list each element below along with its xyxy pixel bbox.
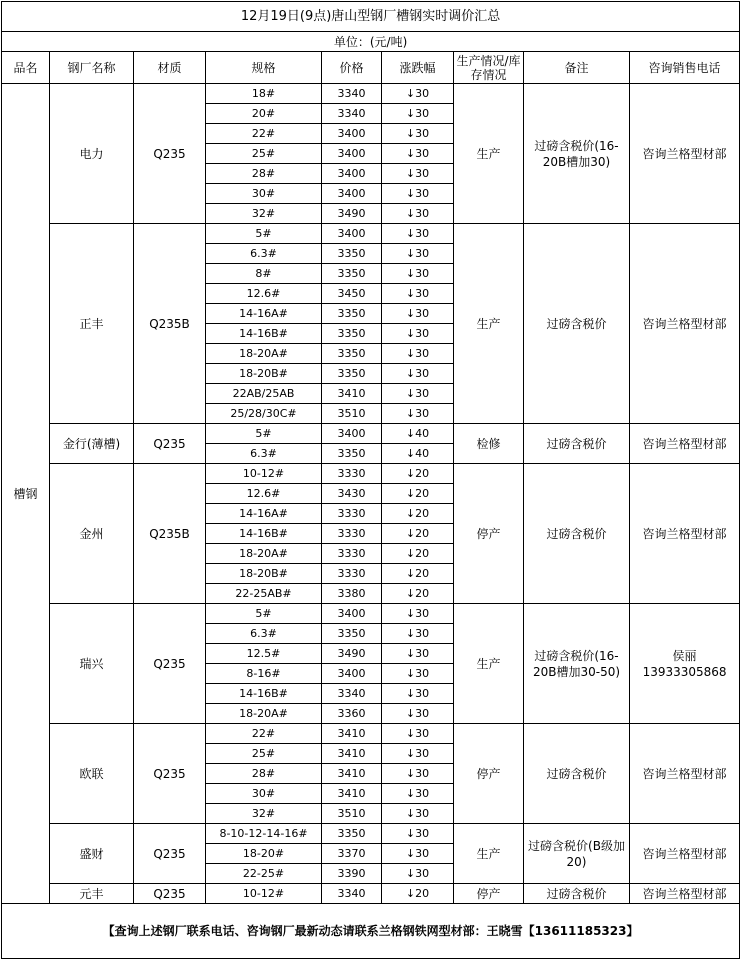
spec-cell: 22-25# — [206, 864, 322, 884]
spec-cell: 18-20A# — [206, 544, 322, 564]
change-cell: ↓20 — [382, 884, 454, 904]
change-cell: ↓30 — [382, 604, 454, 624]
change-cell: ↓30 — [382, 804, 454, 824]
table-row — [2, 464, 740, 484]
material-cell: Q235 — [134, 824, 206, 884]
change-cell: ↓40 — [382, 424, 454, 444]
price-cell: 3350 — [322, 304, 382, 324]
contact-cell: 咨询兰格型材部 — [630, 824, 740, 884]
contact-cell: 咨询兰格型材部 — [630, 884, 740, 904]
change-cell: ↓30 — [382, 324, 454, 344]
change-cell: ↓30 — [382, 84, 454, 104]
spec-cell: 8-10-12-14-16# — [206, 824, 322, 844]
mill-name-cell: 金州 — [50, 464, 134, 604]
header-contact: 咨询销售电话 — [630, 52, 740, 84]
status-cell: 生产 — [454, 224, 524, 424]
material-cell: Q235 — [134, 884, 206, 904]
change-cell: ↓20 — [382, 544, 454, 564]
price-cell: 3490 — [322, 644, 382, 664]
header-status: 生产情况/库存情况 — [454, 52, 524, 84]
note-cell: 过磅含税价(16-20B槽加30-50) — [524, 604, 630, 724]
header-product: 品名 — [2, 52, 50, 84]
status-cell: 检修 — [454, 424, 524, 464]
spec-cell: 14-16B# — [206, 684, 322, 704]
price-cell: 3490 — [322, 204, 382, 224]
price-cell: 3330 — [322, 464, 382, 484]
note-cell: 过磅含税价 — [524, 464, 630, 604]
material-cell: Q235 — [134, 424, 206, 464]
spec-cell: 18# — [206, 84, 322, 104]
price-cell: 3350 — [322, 444, 382, 464]
mill-name-cell: 欧联 — [50, 724, 134, 824]
price-cell: 3400 — [322, 604, 382, 624]
header-note: 备注 — [524, 52, 630, 84]
spec-cell: 18-20B# — [206, 364, 322, 384]
contact-cell: 咨询兰格型材部 — [630, 224, 740, 424]
spec-cell: 25# — [206, 744, 322, 764]
mill-name-cell: 元丰 — [50, 884, 134, 904]
table-row — [2, 724, 740, 744]
price-cell: 3400 — [322, 144, 382, 164]
price-cell: 3340 — [322, 104, 382, 124]
change-cell: ↓30 — [382, 144, 454, 164]
change-cell: ↓30 — [382, 824, 454, 844]
price-cell: 3330 — [322, 524, 382, 544]
change-cell: ↓20 — [382, 484, 454, 504]
spec-cell: 22# — [206, 724, 322, 744]
price-cell: 3390 — [322, 864, 382, 884]
header-price: 价格 — [322, 52, 382, 84]
change-cell: ↓20 — [382, 504, 454, 524]
material-cell: Q235 — [134, 84, 206, 224]
change-cell: ↓30 — [382, 184, 454, 204]
price-cell: 3450 — [322, 284, 382, 304]
spec-cell: 28# — [206, 164, 322, 184]
table-row — [2, 224, 740, 244]
mill-name-cell: 金行(薄槽) — [50, 424, 134, 464]
spec-cell: 32# — [206, 204, 322, 224]
footer-contact-note: 【查询上述钢厂联系电话、咨询钢厂最新动态请联系兰格钢铁网型材部：王晓雪【13611185323】 — [2, 904, 740, 959]
material-cell: Q235B — [134, 224, 206, 424]
change-cell: ↓30 — [382, 684, 454, 704]
change-cell: ↓40 — [382, 444, 454, 464]
price-cell: 3410 — [322, 764, 382, 784]
price-cell: 3350 — [322, 344, 382, 364]
change-cell: ↓30 — [382, 264, 454, 284]
spec-cell: 20# — [206, 104, 322, 124]
spec-cell: 14-16B# — [206, 524, 322, 544]
table-row — [2, 424, 740, 444]
change-cell: ↓30 — [382, 644, 454, 664]
spec-cell: 22-25AB# — [206, 584, 322, 604]
note-cell: 过磅含税价 — [524, 884, 630, 904]
spec-cell: 22AB/25AB — [206, 384, 322, 404]
status-cell: 生产 — [454, 604, 524, 724]
note-cell: 过磅含税价 — [524, 424, 630, 464]
spec-cell: 5# — [206, 604, 322, 624]
spec-cell: 5# — [206, 224, 322, 244]
spec-cell: 10-12# — [206, 884, 322, 904]
price-cell: 3340 — [322, 84, 382, 104]
change-cell: ↓30 — [382, 624, 454, 644]
price-cell: 3330 — [322, 564, 382, 584]
spec-cell: 8# — [206, 264, 322, 284]
contact-cell: 侯丽13933305868 — [630, 604, 740, 724]
price-cell: 3340 — [322, 884, 382, 904]
change-cell: ↓30 — [382, 844, 454, 864]
table-row — [2, 84, 740, 104]
change-cell: ↓30 — [382, 864, 454, 884]
spec-cell: 14-16A# — [206, 504, 322, 524]
price-cell: 3400 — [322, 184, 382, 204]
spec-cell: 18-20A# — [206, 704, 322, 724]
mill-name-cell: 盛财 — [50, 824, 134, 884]
spec-cell: 6.3# — [206, 444, 322, 464]
spec-cell: 6.3# — [206, 244, 322, 264]
table-row — [2, 604, 740, 624]
note-cell: 过磅含税价 — [524, 224, 630, 424]
change-cell: ↓30 — [382, 204, 454, 224]
status-cell: 生产 — [454, 824, 524, 884]
spec-cell: 6.3# — [206, 624, 322, 644]
mill-name-cell: 正丰 — [50, 224, 134, 424]
unit-label: 单位：(元/吨) — [2, 32, 740, 52]
price-cell: 3350 — [322, 244, 382, 264]
spec-cell: 30# — [206, 784, 322, 804]
footer-row — [2, 904, 740, 959]
mill-name-cell: 瑞兴 — [50, 604, 134, 724]
change-cell: ↓20 — [382, 584, 454, 604]
price-cell: 3400 — [322, 124, 382, 144]
note-cell: 过磅含税价(B级加20) — [524, 824, 630, 884]
price-cell: 3400 — [322, 664, 382, 684]
material-cell: Q235B — [134, 464, 206, 604]
price-cell: 3510 — [322, 804, 382, 824]
table-row — [2, 884, 740, 904]
price-cell: 3350 — [322, 264, 382, 284]
change-cell: ↓30 — [382, 284, 454, 304]
note-cell: 过磅含税价(16-20B槽加30) — [524, 84, 630, 224]
change-cell: ↓30 — [382, 164, 454, 184]
change-cell: ↓30 — [382, 224, 454, 244]
price-cell: 3400 — [322, 424, 382, 444]
price-cell: 3410 — [322, 384, 382, 404]
spec-cell: 5# — [206, 424, 322, 444]
table-row — [2, 824, 740, 844]
header-material: 材质 — [134, 52, 206, 84]
spec-cell: 18-20B# — [206, 564, 322, 584]
note-cell: 过磅含税价 — [524, 724, 630, 824]
price-cell: 3400 — [322, 224, 382, 244]
spec-cell: 28# — [206, 764, 322, 784]
spec-cell: 14-16B# — [206, 324, 322, 344]
change-cell: ↓30 — [382, 784, 454, 804]
material-cell: Q235 — [134, 604, 206, 724]
change-cell: ↓20 — [382, 564, 454, 584]
price-cell: 3350 — [322, 824, 382, 844]
price-cell: 3340 — [322, 684, 382, 704]
price-cell: 3330 — [322, 504, 382, 524]
spec-cell: 12.6# — [206, 284, 322, 304]
contact-cell: 咨询兰格型材部 — [630, 84, 740, 224]
spec-cell: 18-20A# — [206, 344, 322, 364]
spec-cell: 18-20# — [206, 844, 322, 864]
price-cell: 3350 — [322, 624, 382, 644]
spec-cell: 25# — [206, 144, 322, 164]
mill-name-cell: 电力 — [50, 84, 134, 224]
header-mill-name: 钢厂名称 — [50, 52, 134, 84]
header-change: 涨跌幅 — [382, 52, 454, 84]
status-cell: 停产 — [454, 884, 524, 904]
change-cell: ↓30 — [382, 384, 454, 404]
price-cell: 3410 — [322, 744, 382, 764]
change-cell: ↓30 — [382, 124, 454, 144]
spec-cell: 12.6# — [206, 484, 322, 504]
price-cell: 3430 — [322, 484, 382, 504]
spec-cell: 12.5# — [206, 644, 322, 664]
page-title: 12月19日(9点)唐山型钢厂槽钢实时调价汇总 — [2, 2, 740, 32]
change-cell: ↓30 — [382, 364, 454, 384]
price-cell: 3360 — [322, 704, 382, 724]
spec-cell: 22# — [206, 124, 322, 144]
spec-cell: 8-16# — [206, 664, 322, 684]
price-cell: 3510 — [322, 404, 382, 424]
change-cell: ↓30 — [382, 764, 454, 784]
change-cell: ↓30 — [382, 744, 454, 764]
status-cell: 停产 — [454, 464, 524, 604]
price-cell: 3410 — [322, 724, 382, 744]
change-cell: ↓30 — [382, 664, 454, 684]
price-cell: 3410 — [322, 784, 382, 804]
price-cell: 3350 — [322, 324, 382, 344]
change-cell: ↓30 — [382, 104, 454, 124]
change-cell: ↓30 — [382, 704, 454, 724]
status-cell: 生产 — [454, 84, 524, 224]
spec-cell: 30# — [206, 184, 322, 204]
price-cell: 3350 — [322, 364, 382, 384]
price-cell: 3400 — [322, 164, 382, 184]
contact-cell: 咨询兰格型材部 — [630, 724, 740, 824]
change-cell: ↓20 — [382, 524, 454, 544]
price-summary-table — [1, 1, 740, 959]
change-cell: ↓30 — [382, 724, 454, 744]
spec-cell: 25/28/30C# — [206, 404, 322, 424]
change-cell: ↓30 — [382, 404, 454, 424]
header-spec: 规格 — [206, 52, 322, 84]
status-cell: 停产 — [454, 724, 524, 824]
material-cell: Q235 — [134, 724, 206, 824]
spec-cell: 14-16A# — [206, 304, 322, 324]
spec-cell: 32# — [206, 804, 322, 824]
change-cell: ↓30 — [382, 244, 454, 264]
change-cell: ↓30 — [382, 344, 454, 364]
contact-cell: 咨询兰格型材部 — [630, 424, 740, 464]
product-name-cell: 槽钢 — [2, 84, 50, 904]
price-cell: 3370 — [322, 844, 382, 864]
spec-cell: 10-12# — [206, 464, 322, 484]
change-cell: ↓20 — [382, 464, 454, 484]
price-cell: 3380 — [322, 584, 382, 604]
contact-cell: 咨询兰格型材部 — [630, 464, 740, 604]
price-cell: 3330 — [322, 544, 382, 564]
change-cell: ↓30 — [382, 304, 454, 324]
header-row — [2, 52, 740, 84]
